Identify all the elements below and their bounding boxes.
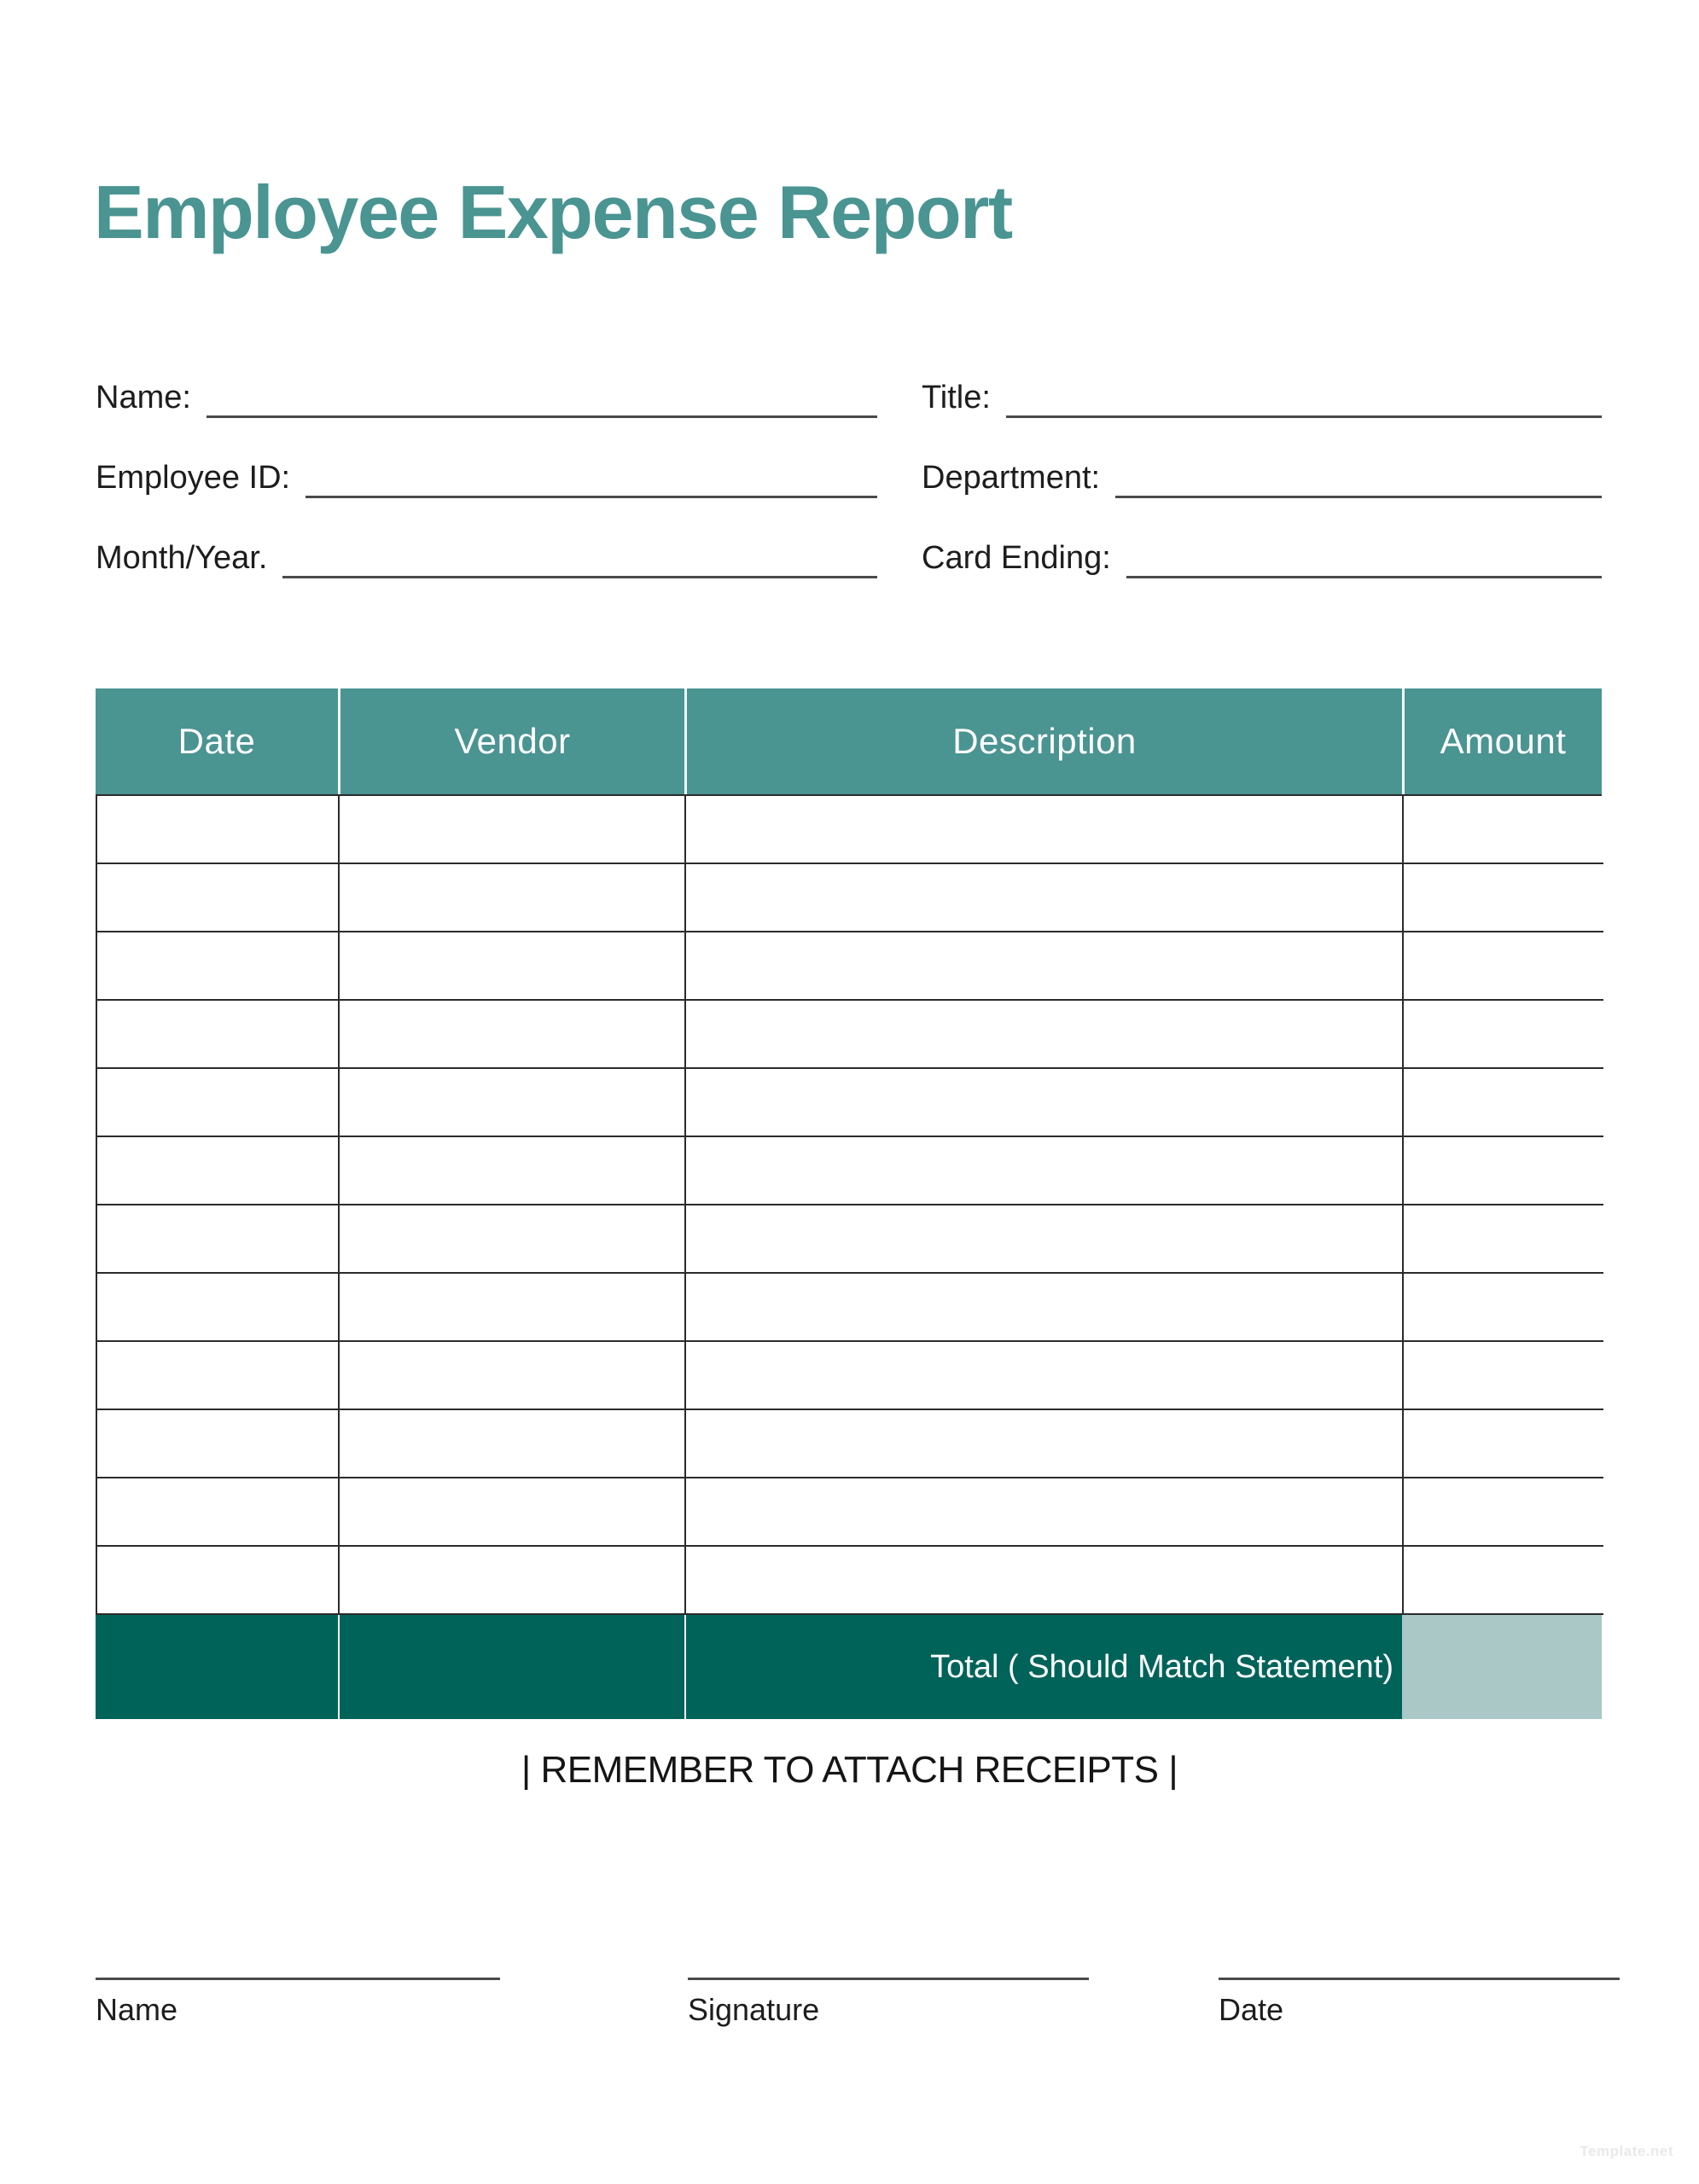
expense-table-header: [96, 688, 1602, 794]
table-cell[interactable]: [1404, 1410, 1603, 1478]
table-cell[interactable]: [1404, 1001, 1603, 1069]
table-cell[interactable]: [1404, 1547, 1603, 1615]
total-row-spacer-date: [96, 1615, 338, 1719]
signature-signature-label: Signature: [688, 1992, 820, 2027]
date-signature-line[interactable]: [1219, 1978, 1620, 1980]
table-cell[interactable]: [1404, 1274, 1603, 1342]
department-input-line[interactable]: [1115, 451, 1602, 498]
table-cell[interactable]: [97, 1342, 340, 1410]
page-title: Employee Expense Report: [94, 170, 1012, 254]
table-cell[interactable]: [340, 1478, 686, 1547]
table-cell[interactable]: [340, 1001, 686, 1069]
table-cell[interactable]: [97, 1547, 340, 1615]
table-cell[interactable]: [1404, 932, 1603, 1001]
table-row: [97, 1274, 1600, 1342]
signature-block-signature: [688, 1978, 1089, 2028]
total-amount-cell[interactable]: [1402, 1615, 1602, 1719]
table-cell[interactable]: [686, 1137, 1404, 1205]
table-cell[interactable]: [686, 1410, 1404, 1478]
table-cell[interactable]: [340, 932, 686, 1001]
employee-id-label: Employee ID:: [96, 460, 291, 496]
table-cell[interactable]: [686, 1001, 1404, 1069]
table-cell[interactable]: [1404, 1205, 1603, 1274]
table-cell[interactable]: [97, 864, 340, 932]
field-row-department: [922, 454, 1602, 498]
name-input-line[interactable]: [207, 371, 877, 418]
signature-block-date: [1219, 1978, 1620, 2028]
table-cell[interactable]: [340, 1342, 686, 1410]
field-row-title: [922, 374, 1602, 418]
table-row: [97, 864, 1600, 932]
employee-id-input-line[interactable]: [305, 451, 877, 498]
table-row: [97, 932, 1600, 1001]
name-signature-label: Name: [96, 1992, 178, 2027]
total-label: Total ( Should Match Statement): [930, 1648, 1394, 1685]
table-cell[interactable]: [340, 864, 686, 932]
table-cell[interactable]: [340, 1547, 686, 1615]
table-cell[interactable]: [97, 1001, 340, 1069]
table-cell[interactable]: [686, 1274, 1404, 1342]
total-row-spacer-vendor: [338, 1615, 684, 1719]
signature-block-name: [96, 1978, 500, 2028]
table-row: [97, 1205, 1600, 1274]
table-cell[interactable]: [686, 1478, 1404, 1547]
table-cell[interactable]: [340, 796, 686, 864]
column-header-amount: Amount: [1402, 688, 1602, 794]
name-signature-line[interactable]: [96, 1978, 500, 1980]
expense-table-total-row: [96, 1615, 1602, 1719]
table-cell[interactable]: [340, 1205, 686, 1274]
card-ending-label: Card Ending:: [922, 540, 1111, 576]
table-row: [97, 1410, 1600, 1478]
table-cell[interactable]: [97, 1274, 340, 1342]
card-ending-input-line[interactable]: [1126, 531, 1602, 578]
table-cell[interactable]: [97, 796, 340, 864]
title-label: Title:: [922, 380, 991, 415]
table-row: [97, 1137, 1600, 1205]
table-cell[interactable]: [686, 1069, 1404, 1137]
table-row: [97, 796, 1600, 864]
table-cell[interactable]: [686, 1205, 1404, 1274]
table-cell[interactable]: [97, 1205, 340, 1274]
table-cell[interactable]: [340, 1137, 686, 1205]
table-row: [97, 1001, 1600, 1069]
table-cell[interactable]: [686, 864, 1404, 932]
attach-receipts-note: | REMEMBER TO ATTACH RECEIPTS |: [521, 1749, 1178, 1791]
table-cell[interactable]: [686, 1547, 1404, 1615]
field-row-month-year: [96, 534, 877, 578]
table-cell[interactable]: [686, 932, 1404, 1001]
table-row: [97, 1478, 1600, 1547]
title-input-line[interactable]: [1006, 371, 1602, 418]
table-row: [97, 1069, 1600, 1137]
table-cell[interactable]: [97, 1137, 340, 1205]
table-cell[interactable]: [340, 1410, 686, 1478]
table-row: [97, 1342, 1600, 1410]
table-cell[interactable]: [1404, 1069, 1603, 1137]
field-row-employee-id: [96, 454, 877, 498]
total-label-cell: [684, 1615, 1402, 1719]
table-cell[interactable]: [97, 1069, 340, 1137]
column-header-date: Date: [177, 721, 256, 761]
month-year-label: Month/Year.: [96, 540, 268, 576]
table-cell[interactable]: [1404, 864, 1603, 932]
date-signature-label: Date: [1219, 1992, 1284, 2027]
month-year-input-line[interactable]: [282, 531, 877, 578]
field-row-name: [96, 374, 877, 418]
column-header-description: Description: [684, 688, 1402, 794]
table-cell[interactable]: [97, 1410, 340, 1478]
table-cell[interactable]: [97, 1478, 340, 1547]
table-row: [97, 1547, 1600, 1615]
table-cell[interactable]: [340, 1069, 686, 1137]
table-cell[interactable]: [686, 796, 1404, 864]
table-cell[interactable]: [1404, 1342, 1603, 1410]
table-cell[interactable]: [340, 1274, 686, 1342]
name-label: Name:: [96, 380, 191, 415]
template-net-watermark: Template.net: [1580, 2143, 1673, 2159]
column-header-vendor: Vendor: [338, 688, 684, 794]
table-cell[interactable]: [1404, 1137, 1603, 1205]
table-cell[interactable]: [97, 932, 340, 1001]
expense-table-body: [96, 794, 1602, 1615]
expense-table: [96, 688, 1602, 1719]
table-cell[interactable]: [1404, 796, 1603, 864]
department-label: Department:: [922, 460, 1101, 496]
table-cell[interactable]: [686, 1342, 1404, 1410]
field-row-card-ending: [922, 534, 1602, 578]
table-cell[interactable]: [1404, 1478, 1603, 1547]
signature-signature-line[interactable]: [688, 1978, 1089, 1980]
